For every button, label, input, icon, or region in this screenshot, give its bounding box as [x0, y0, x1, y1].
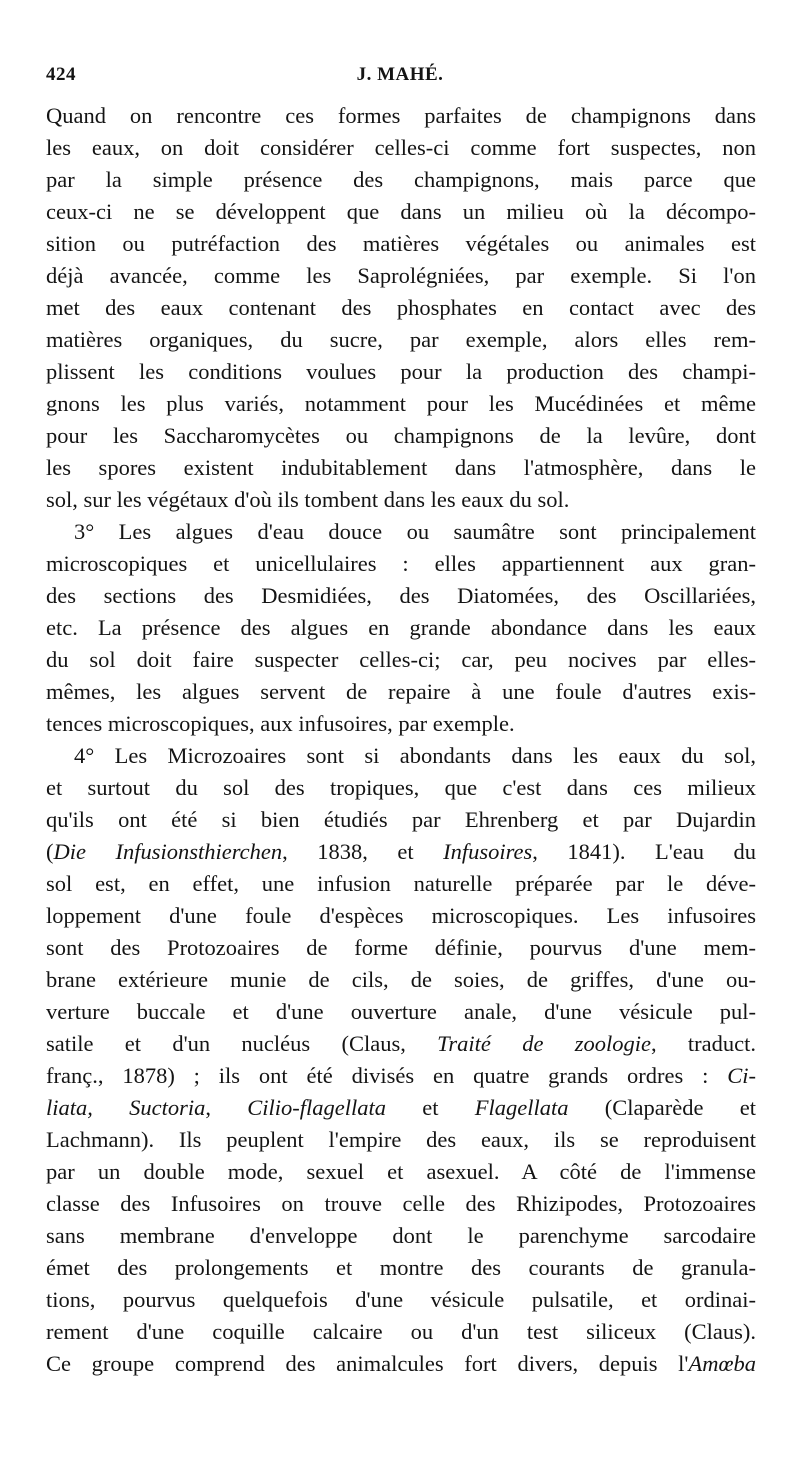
text-span: franç., 1878) ; ils ont été divisés en quatre grands ordres :: [46, 1063, 728, 1088]
text-line: plissent les conditions voulues pour la production des champi-: [46, 359, 756, 384]
text-span: Traité de zoologie: [437, 1031, 651, 1056]
text-line: classe des Infusoires on trouve celle des Rhizipodes, Protozoaires: [46, 1191, 756, 1216]
text-line: par la simple présence des champignons, mais parce que: [46, 167, 756, 192]
text-span: Amœba: [688, 1351, 756, 1376]
text-line: sont des Protozoaires de forme définie, pourvus d'une mem-: [46, 935, 756, 960]
text-span: Ce groupe comprend des animalcules fort divers, depuis l': [46, 1351, 689, 1376]
text-line: pour les Saccharomycètes ou champignons de la levûre, dont: [46, 423, 756, 448]
text-line: déjà avancée, comme les Saprolégniées, par exemple. Si l'on: [46, 263, 756, 288]
text-line: Lachmann). Ils peuplent l'empire des eaux, ils se reproduisent: [46, 1127, 756, 1152]
text-span: et: [386, 1095, 475, 1120]
text-span: Ci-: [727, 1063, 756, 1088]
text-span: ,: [205, 1095, 248, 1120]
text-line: [46, 1348, 756, 1380]
text-line: tences microscopiques, aux infusoires, par exemple.: [46, 711, 515, 736]
text-line: émet des prolongements et montre des courants de granula-: [46, 1255, 756, 1280]
text-line: mêmes, les algues servent de repaire à une foule d'autres exis-: [46, 679, 756, 704]
text-line: [46, 1060, 756, 1092]
text-line: sol est, en effet, une infusion naturelle préparée par le déve-: [46, 871, 756, 896]
text-line: 4° Les Microzoaires sont si abondants dans les eaux du sol,: [74, 743, 756, 768]
body-text: [46, 100, 756, 1380]
text-line: [46, 1028, 756, 1060]
text-span: , traduct.: [651, 1031, 756, 1056]
text-line: [46, 836, 756, 868]
text-span: , 1838, et: [282, 839, 444, 864]
text-line: tions, pourvus quelquefois d'une vésicule pulsatile, et ordinai-: [46, 1287, 756, 1312]
page-number: 424: [46, 64, 76, 85]
text-span: Die Infusionsthierchen: [53, 839, 283, 864]
text-line: et surtout du sol des tropiques, que c'est dans ces milieux: [46, 775, 756, 800]
text-span: (: [46, 839, 54, 864]
text-line: sol, sur les végétaux d'où ils tombent dans les eaux du sol.: [46, 487, 570, 512]
text-span: liata, Suctoria: [46, 1095, 206, 1120]
text-line: ceux-ci ne se développent que dans un milieu où la décompo-: [46, 199, 756, 224]
text-line: [46, 1092, 756, 1124]
text-line: loppement d'une foule d'espèces microscopiques. Les infusoires: [46, 903, 756, 928]
text-line: etc. La présence des algues en grande abondance dans les eaux: [46, 615, 756, 640]
text-line: verture buccale et d'une ouverture anale, d'une vésicule pul-: [46, 999, 756, 1024]
text-line: brane extérieure munie de cils, de soies, de griffes, d'une ou-: [46, 967, 756, 992]
text-line: sition ou putréfaction des matières végétales ou animales est: [46, 231, 756, 256]
text-line: microscopiques et unicellulaires : elles appartiennent aux gran-: [46, 551, 756, 576]
text-line: matières organiques, du sucre, par exemple, alors elles rem-: [46, 327, 756, 352]
text-line: du sol doit faire suspecter celles-ci; car, peu nocives par elles-: [46, 647, 756, 672]
text-line: par un double mode, sexuel et asexuel. A côté de l'immense: [46, 1159, 756, 1184]
text-line: qu'ils ont été si bien étudiés par Ehrenberg et par Dujardin: [46, 807, 756, 832]
text-span: (Claparède et: [568, 1095, 756, 1120]
running-title: J. MAHÉ.: [356, 64, 444, 85]
text-line: rement d'une coquille calcaire ou d'un test siliceux (Claus).: [46, 1319, 756, 1344]
text-span: Flagellata: [474, 1095, 569, 1120]
text-line: 3° Les algues d'eau douce ou saumâtre sont principalement: [74, 519, 756, 544]
text-line: des sections des Desmidiées, des Diatomées, des Oscillariées,: [46, 583, 756, 608]
text-line: met des eaux contenant des phosphates en contact avec des: [46, 295, 756, 320]
text-line: les spores existent indubitablement dans l'atmosphère, dans le: [46, 455, 756, 480]
text-span: satile et d'un nucléus (Claus,: [46, 1031, 438, 1056]
text-line: les eaux, on doit considérer celles-ci comme fort suspectes, non: [46, 135, 756, 160]
text-line: gnons les plus variés, notamment pour les Mucédinées et même: [46, 391, 756, 416]
text-span: Cilio-flagellata: [247, 1095, 387, 1120]
text-span: , 1841). L'eau du: [532, 839, 756, 864]
running-header: [46, 62, 754, 92]
text-line: Quand on rencontre ces formes parfaites de champignons dans: [46, 103, 756, 128]
text-line: sans membrane d'enveloppe dont le parenchyme sarcodaire: [46, 1223, 756, 1248]
text-span: Infusoires: [443, 839, 533, 864]
